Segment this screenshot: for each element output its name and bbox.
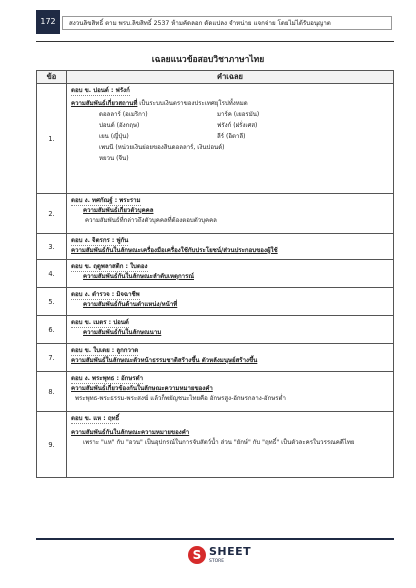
pair-left: เพนนี (หน่วยเงินย่อยของสินดอลลาร์, เงินปอนด์) [99, 144, 225, 151]
row-number: 1. [37, 84, 67, 194]
answer-text: ตอบ ข. ปอนด์ : ฟรังก์ [71, 87, 130, 94]
table-row [37, 288, 394, 316]
answer-cell [67, 344, 394, 372]
brand-subtitle: STORE [209, 559, 225, 564]
pair-right: ฟรังก์ (ฝรั่งเศส) [217, 122, 258, 129]
relation-text: ความสัมพันธ์กันในลักษณะลำดับเหตุการณ์ [83, 273, 195, 280]
table-row [37, 194, 394, 234]
relation-text: ความสัมพันธ์กันในลักษณะความหมายของคำ [71, 429, 190, 436]
answer-text: ตอบ ข. ใบเตย : ลูกกวาด [71, 347, 139, 354]
answer-cell [67, 260, 394, 288]
answer-cell [67, 84, 394, 194]
pair-left: ปอนด์ (อังกฤษ) [99, 122, 140, 129]
relation-text: ความสัมพันธ์ในลักษณะตัวหน้าธรรมชาติสร้างขึ้น ตัวหลังมนุษย์สร้างขึ้น [71, 357, 258, 364]
pair-left: เยน (ญี่ปุ่น) [99, 133, 129, 140]
answer-text: ตอบ ข. เมตร : ปอนด์ [71, 319, 129, 326]
table-header-row [37, 71, 394, 84]
answer-cell [67, 194, 394, 234]
relation-text: ความสัมพันธ์เกี่ยวตัวบุคคล [83, 207, 154, 214]
answer-text: ตอบ ง. ตำรวจ : มิจฉาชีพ [71, 291, 140, 298]
answer-cell [67, 372, 394, 412]
answer-cell [67, 316, 394, 344]
page-title: เฉลยแนวข้อสอบวิชาภาษาไทย [151, 55, 265, 65]
page-number: 172 [36, 10, 60, 34]
answer-text: ตอบ ข. แห : ฤทธิ์ [71, 415, 120, 422]
column-header-no: ข้อ [37, 71, 67, 84]
brand-name: SHEET [209, 545, 252, 558]
relation-text: ความสัมพันธ์เกี่ยวสถานที่ [71, 100, 138, 107]
answer-cell [67, 412, 394, 478]
detail-text: เพราะ "แห" กับ "อวน" เป็นอุปกรณ์ในการจับสัตว์น้ำ ส่วน "ยักษ์" กับ "ฤทธิ์" เป็นตัวละครในวรรณคดีไทย [83, 439, 355, 446]
copyright-notice: สงวนลิขสิทธิ์ ตาม พรบ.ลิขสิทธิ์ 2537 ห้ามคัดลอก ดัดแปลง จำหน่าย แจกจ่าย โดยไม่ได้รับอนุญาต [62, 16, 392, 30]
answer-text: ตอบ ง. ทศกัณฐ์ : พระราม [71, 197, 141, 204]
table-row [37, 372, 394, 412]
row-number: 4. [37, 260, 67, 288]
header-divider [36, 41, 394, 42]
pair-left: ดอลลาร์ (อเมริกา) [99, 111, 148, 118]
table-row [37, 234, 394, 260]
row-number: 3. [37, 234, 67, 260]
sheet-store-logo-icon: S [188, 546, 206, 564]
row-number: 8. [37, 372, 67, 412]
table-row [37, 344, 394, 372]
footer-divider [36, 538, 394, 540]
table-row [37, 316, 394, 344]
relation-text: ความสัมพันธ์กันในลักษณะเครื่องมือเครื่องใช้กับประโยชน์/ส่วนประกอบของผู้ใช้ [71, 247, 278, 254]
column-header-answer: คำเฉลย [67, 71, 394, 84]
answer-text: ตอบ ง. พระพุทธ : อักษรดำ [71, 375, 144, 382]
relation-text: ความสัมพันธ์กันในลักษณนาม [83, 329, 162, 336]
row-number: 5. [37, 288, 67, 316]
detail-text: ความสัมพันธ์ที่กล่าวถึงตัวบุคคลที่ต้องตอบตัวบุคคล [85, 217, 217, 224]
pair-right: มาร์ค (เยอรมัน) [217, 111, 260, 118]
table-row [37, 412, 394, 478]
pair-left: หยวน (จีน) [99, 155, 129, 162]
answer-text: ตอบ ง. จิตรกร : พู่กัน [71, 237, 129, 244]
row-number: 2. [37, 194, 67, 234]
pair-right [217, 153, 389, 164]
table-row [37, 260, 394, 288]
relation-text: ความสัมพันธ์เกี่ยวข้องกันในลักษณะความหมายของคำ [71, 385, 213, 392]
answer-cell [67, 288, 394, 316]
answer-table [36, 70, 394, 478]
currency-pairs [71, 109, 389, 164]
row-number: 7. [37, 344, 67, 372]
answer-text: ตอบ ข. ฤดูพลาสติก : ใบตอง [71, 263, 148, 270]
detail-text: พระพุทธ-พระธรรม-พระสงฆ์ แล้วก็พยัญชนะไทยคือ อักษรสูง-อักษรกลาง-อักษรต่ำ [75, 395, 286, 402]
answer-cell [67, 234, 394, 260]
detail-text: เป็นระบบเงินตราของประเทศยุโรปทั้งหมด [139, 100, 248, 107]
relation-text: ความสัมพันธ์กันด้านตำแหน่ง/หน้าที่ [83, 301, 178, 308]
pair-right: ลีร์ (อิตาลี) [217, 133, 246, 140]
table-row [37, 84, 394, 194]
row-number: 9. [37, 412, 67, 478]
row-number: 6. [37, 316, 67, 344]
